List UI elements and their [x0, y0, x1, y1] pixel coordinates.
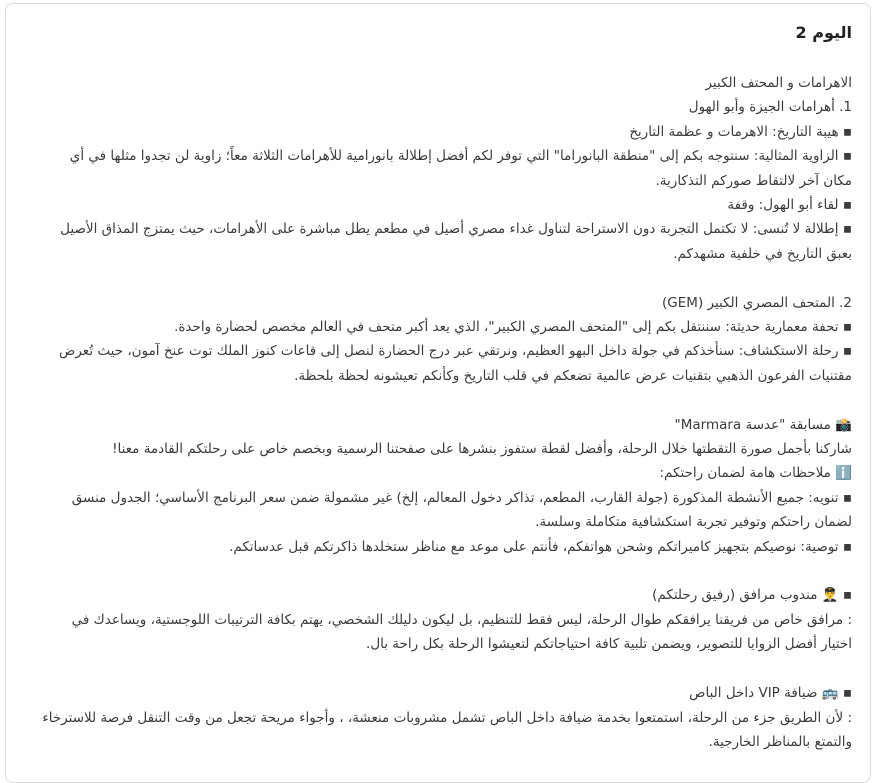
itinerary-card	[5, 3, 871, 783]
itinerary-line: الاهرامات و المحتف الكبير	[705, 75, 852, 91]
itinerary-line: 📸 مسابقة "عدسة Marmara"	[674, 416, 852, 433]
spacer	[40, 266, 852, 290]
itinerary-line: 1. أهرامات الجيزة وأبو الهول	[688, 99, 852, 116]
itinerary-line: 2. المتحف المصري الكبير (GEM)	[662, 294, 852, 311]
spacer	[40, 388, 852, 412]
itinerary-line: ▪ هيبة التاريخ: الاهرمات و عظمة التاريخ	[629, 123, 852, 140]
itinerary-line: شاركنا بأجمل صورة التقطتها خلال الرحلة، وأفضل لقطة ستفوز بنشرها على صفحتنا الرسمية وبخصم خاص على رحلتكم القادمة معنا!	[112, 441, 852, 458]
itinerary-line: ▪ 👨‍✈️ مندوب مرافق (رفيق رحلتكم)	[652, 587, 852, 604]
itinerary-line: : لأن الطريق جزء من الرحلة، استمتعوا بخدمة ضيافة داخل الباص تشمل مشروبات منعشة، ، وأجواء مريحة تجعل من وقت التنقل فرصة للاسترخاء والتمتع بالمناظر الخارجية.	[42, 709, 852, 750]
day-title: اليوم 2	[795, 23, 852, 42]
itinerary-content	[40, 71, 852, 754]
itinerary-line: ▪ تنويه: جميع الأنشطة المذكورة (جولة القارب، المطعم، تذاكر دخول المعالم، إلخ) غير مشمولة ضمن سعر البرنامج الأساسي؛ الجدول منسق لضمان راحتكم وتوفير تجربة استكشافية متكاملة وسلسة.	[71, 489, 852, 531]
itinerary-line: ℹ️ ملاحظات هامة لضمان راحتكم:	[659, 465, 852, 482]
itinerary-line: ▪ تحفة معمارية حديثة: سننتقل بكم إلى "المتحف المصري الكبير"، الذي يعد أكبر متحف في العالم مخصص لحضارة واحدة.	[174, 319, 852, 336]
itinerary-line: ▪ توصية: نوصيكم بتجهيز كاميراتكم وشحن هواتفكم، فأنتم على موعد مع مناظر ستخلدها ذاكرتكم قبل عدساتكم.	[229, 538, 852, 555]
spacer	[40, 657, 852, 681]
spacer	[40, 559, 852, 583]
itinerary-line: ▪ الزاوية المثالية: سنتوجه بكم إلى "منطقة البانوراما" التي توفر لكم أفضل إطلالة بانورامية للأهرامات الثلاثة معاً؛ زاوية لن تجدوا مثلها في أي مكان آخر لالتقاط صوركم التذكارية.	[69, 148, 852, 189]
itinerary-line: : مرافق خاص من فريقنا يرافقكم طوال الرحلة، ليس فقط للتنظيم، بل ليكون دليلك الشخصي، يهتم بكافة الترتيبات اللوجستية، ويساعدك في اختيار أفضل الزوايا للتصوير، ويضمن تلبية كافة احتياجاتكم لتعيشوا الرحلة بكل راحة بال.	[71, 611, 852, 653]
itinerary-line: ▪ 🚌 ضيافة VIP داخل الباص	[689, 685, 852, 702]
itinerary-line: ▪ لقاء أبو الهول: وقفة	[727, 197, 852, 214]
itinerary-line: ▪ رحلة الاستكشاف: سنأخذكم في جولة داخل البهو العظيم، ونرتقي عبر درج الحضارة لنصل إلى قاعات كنوز الملك توت عنخ آمون، حيث تُعرض مقتنيات الفرعون الذهبي بتقنيات عرض عالمية تضعكم في قلب التاريخ وكأنكم تعيشونه لحظة بلحظة.	[59, 343, 852, 384]
itinerary-line: ▪ إطلالة لا تُنسى: لا تكتمل التجربة دون الاستراحة لتناول غداء مصري أصيل في مطعم يطل مباشرة على الأهرامات، حيث يمتزج المذاق الأصيل بعبق التاريخ في خلفية مشهدكم.	[60, 221, 852, 262]
